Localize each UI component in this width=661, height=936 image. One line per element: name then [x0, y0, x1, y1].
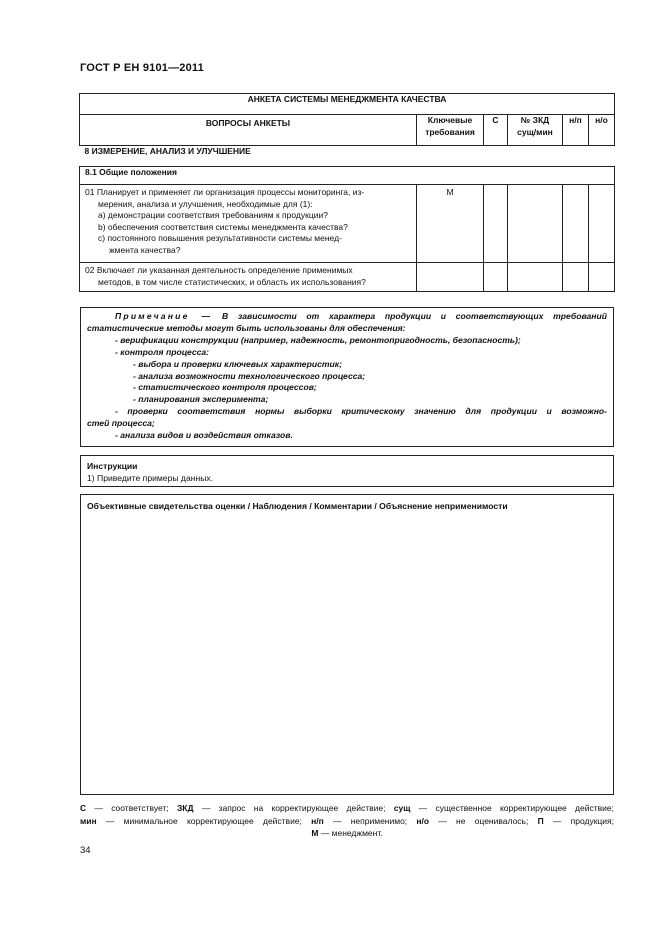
page-number: 34 — [80, 845, 91, 856]
note-line: - проверки соответствия нормы выборки критическому значению для продукции и возможно- — [115, 406, 607, 417]
note-box — [80, 307, 614, 447]
note-line: - выбора и проверки ключевых характеристик; — [133, 358, 342, 369]
note-line: - статистического контроля процессов; — [133, 382, 317, 393]
section-heading: 8 ИЗМЕРЕНИЕ, АНАЛИЗ И УЛУЧШЕНИЕ — [80, 146, 615, 167]
np-cell[interactable] — [563, 263, 589, 292]
c-cell[interactable] — [484, 263, 508, 292]
note-line: Примечание — В зависимости от характера продукции и соответствующих требований — [115, 311, 607, 321]
zkd-cell[interactable] — [508, 185, 563, 263]
note-line: стей процесса; — [87, 418, 155, 429]
column-key-requirements: Ключевые требования — [417, 115, 484, 146]
subsection-heading: 8.1 Общие положения — [80, 167, 615, 185]
document-header: ГОСТ Р ЕН 9101—2011 — [80, 62, 204, 74]
legend-line: С — соответствует; ЗКД — запрос на корректирующее действие; сущ — существенное корректирующее действие; — [80, 803, 614, 813]
column-questions: ВОПРОСЫ АНКЕТЫ — [80, 115, 417, 146]
legend-line: М — менеджмент. — [311, 828, 383, 838]
questionnaire-table — [79, 93, 615, 292]
note-line: - планирования эксперимента; — [133, 394, 269, 405]
no-cell[interactable] — [589, 263, 615, 292]
c-cell[interactable] — [484, 185, 508, 263]
note-line: - верификации конструкции (например, надежность, ремонтопригодность, безопасность); — [115, 334, 521, 345]
column-zkd: № ЗКД сущ/мин — [508, 115, 563, 146]
no-cell[interactable] — [589, 185, 615, 263]
legend-line: мин — минимальное корректирующее действие; н/п — неприменимо; н/о — не оценивалось; П — продукция; — [80, 815, 615, 826]
note-line: - анализа возможности технологического процесса; — [133, 370, 366, 381]
table-row — [80, 185, 615, 263]
np-cell[interactable] — [563, 185, 589, 263]
column-np: н/п — [563, 115, 589, 146]
evidence-box[interactable] — [80, 494, 614, 795]
column-c: С — [484, 115, 508, 146]
table-title: АНКЕТА СИСТЕМЫ МЕНЕДЖМЕНТА КАЧЕСТВА — [80, 94, 615, 115]
instructions-box — [80, 455, 614, 487]
note-line: - контроля процесса: — [115, 346, 210, 357]
question-01: 01 Планирует и применяет ли организация процессы мониторинга, из- мерения, анализа и улучшения, необходимые для (1): a) демонстрации соответствия требованиям к продукции? b) обеспечения соответствия системы менеджмента качества? c) постоянного повышения результативности системы менед- жмента качества? — [80, 185, 417, 263]
legend-footer — [80, 802, 614, 840]
instructions-item: 1) Приведите примеры данных. — [87, 473, 214, 483]
note-line: - анализа видов и воздействия отказов. — [115, 430, 293, 441]
question-02: 02 Включает ли указанная деятельность определение применимых методов, в том числе статистических, и область их использования? — [80, 263, 417, 292]
zkd-cell[interactable] — [508, 263, 563, 292]
instructions-title: Инструкции — [87, 461, 138, 471]
column-no: н/о — [589, 115, 615, 146]
evidence-title: Объективные свидетельства оценки / Наблюдения / Комментарии / Объяснение неприменимости — [87, 501, 508, 511]
note-line: статистические методы могут быть использованы для обеспечения: — [87, 322, 406, 333]
table-row — [80, 263, 615, 292]
note-label: Примечание — — [115, 311, 213, 321]
key-requirement-cell — [417, 263, 484, 292]
key-requirement-cell: М — [417, 185, 484, 263]
